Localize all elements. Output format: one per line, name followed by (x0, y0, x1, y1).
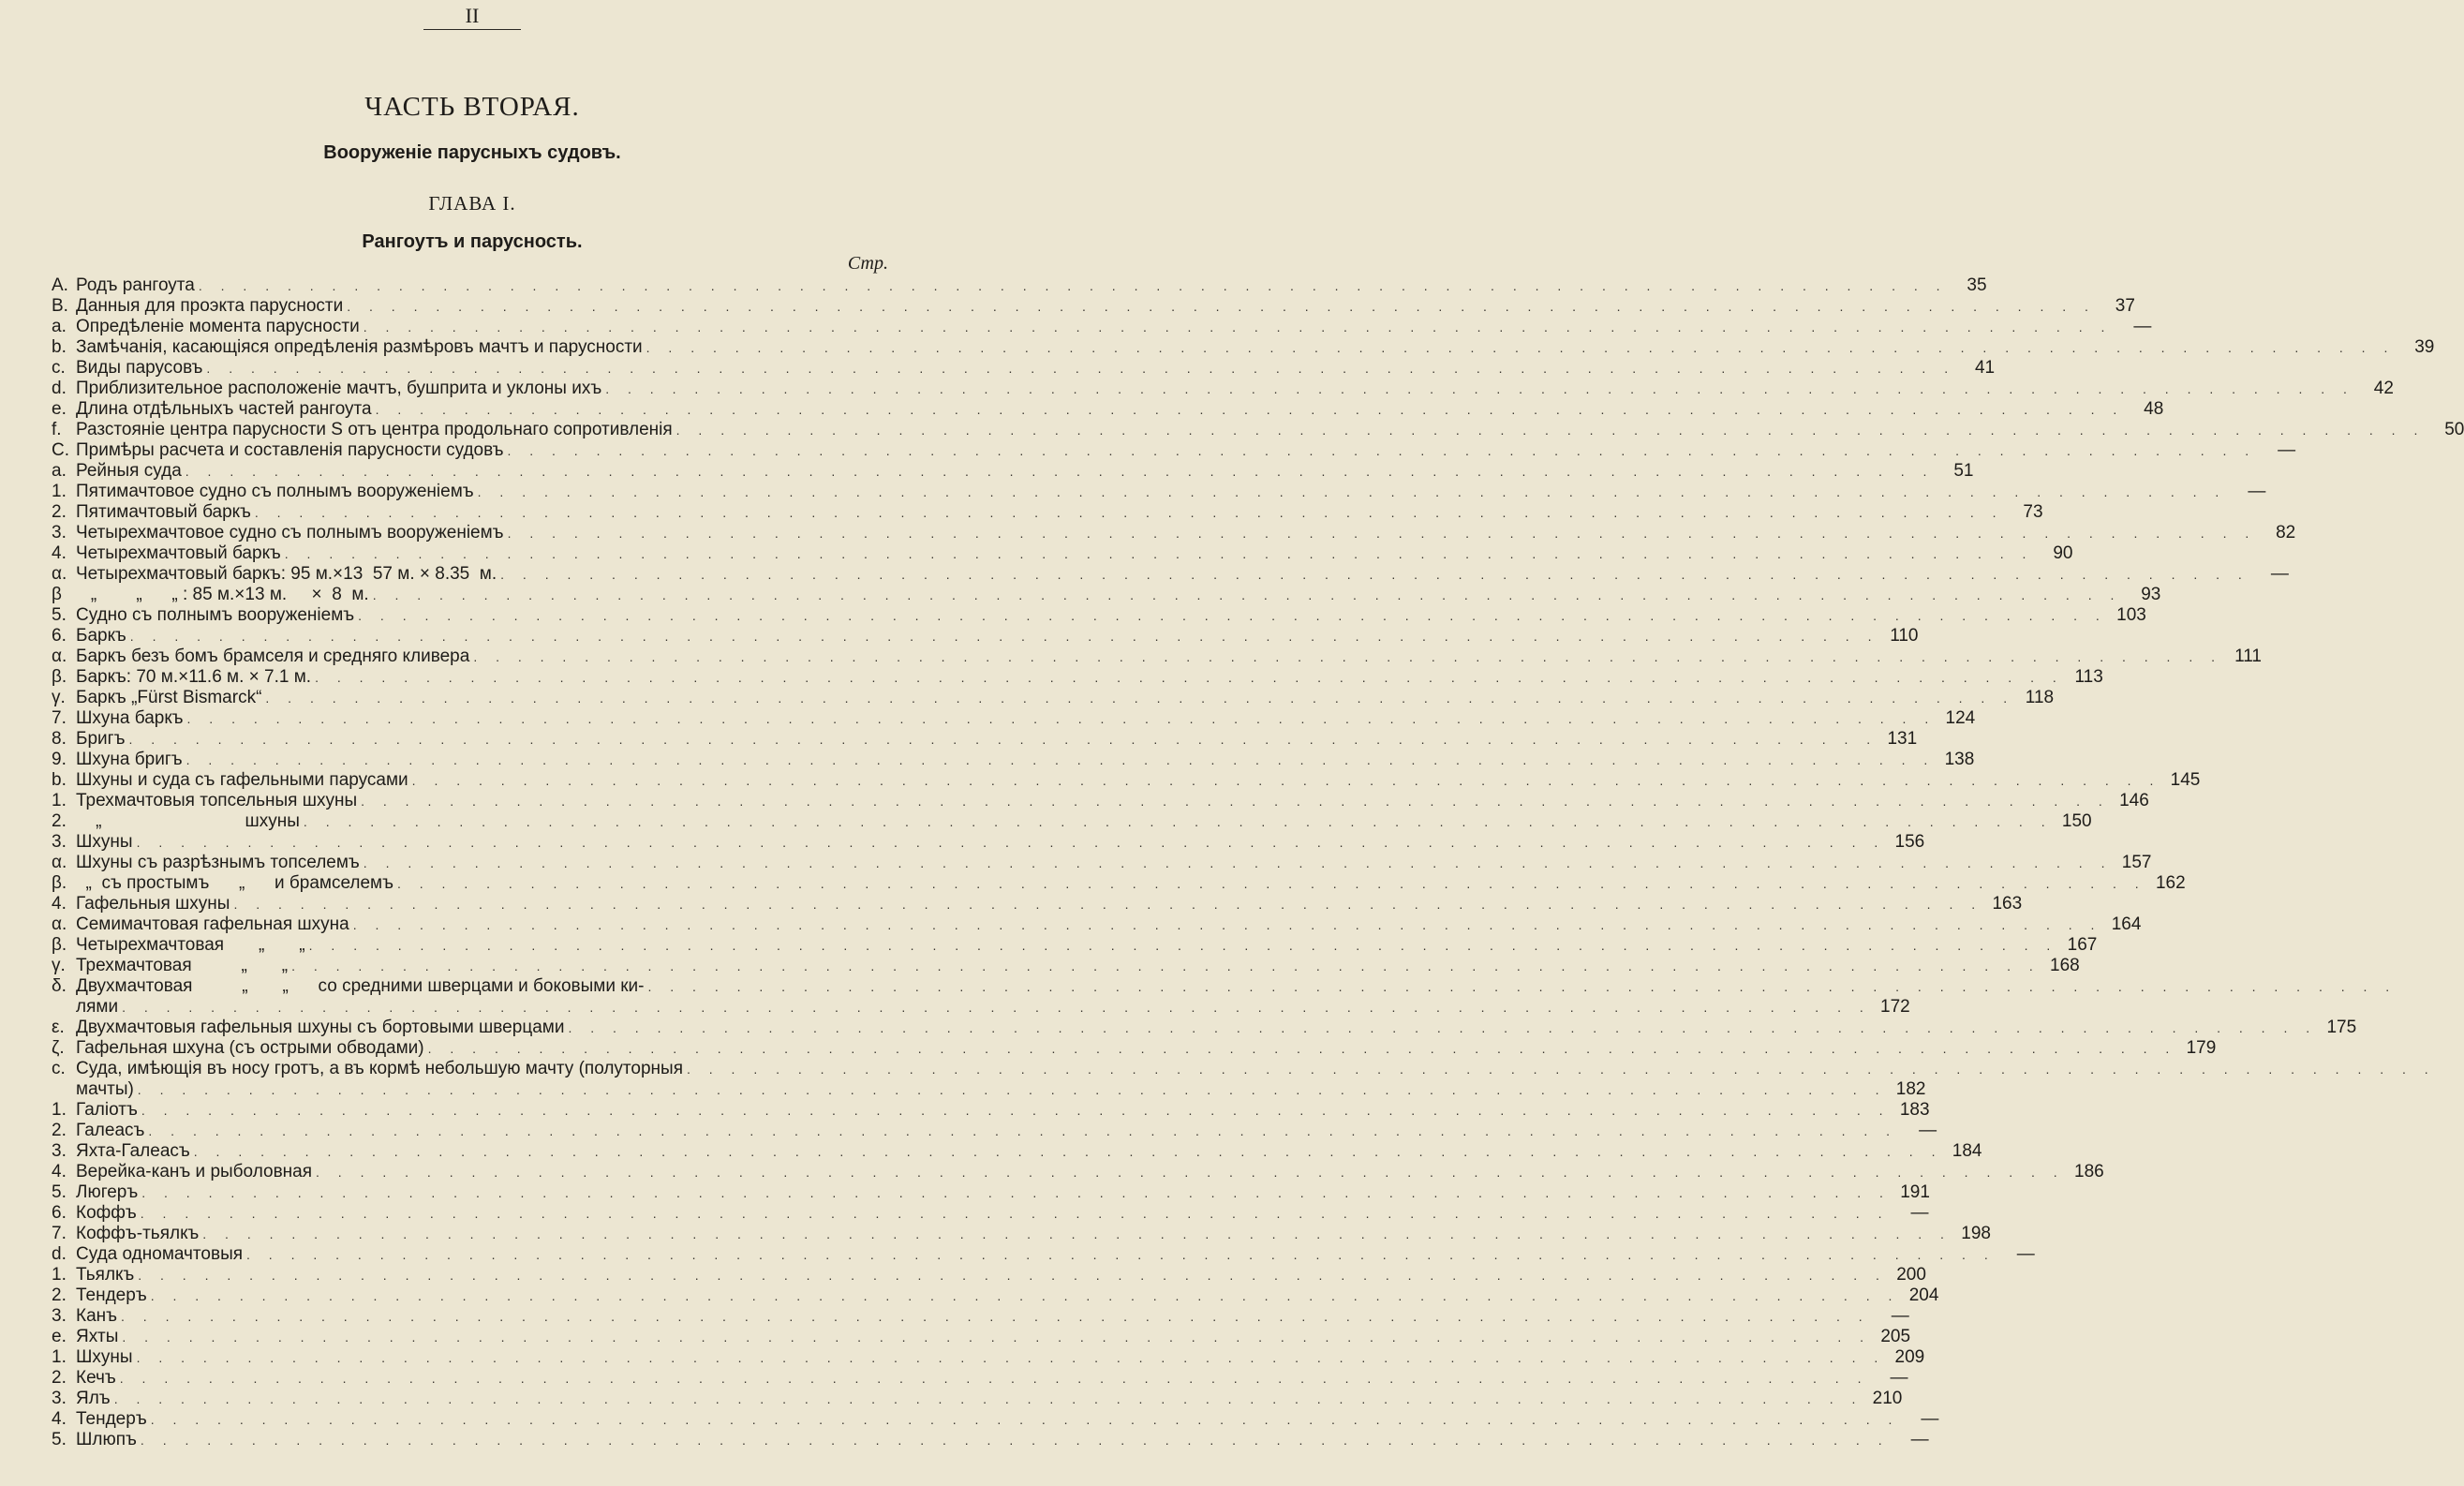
toc-entry (52, 853, 2152, 873)
toc-entry-title: Виды парусовъ (76, 358, 203, 378)
toc-entry-title: Шхуна баркъ (76, 708, 184, 728)
toc-entry-title: Гафельныя шхуны (76, 894, 230, 914)
toc-entry-page: 150 (2061, 811, 2092, 831)
toc-entry-marker: 7. (52, 1224, 67, 1243)
toc-entry-marker: 3. (52, 1389, 67, 1408)
toc-entry-marker: 5. (52, 1182, 67, 1202)
dot-leader: . . . . . . . . . . . . . . . . . . . . . . . . . . . . . . . . . . . . . . . . . . . . . . . . . . . . . . . . . . . . . . . . . . . . . . . . . . . . . . . (137, 1082, 1887, 1097)
toc-entry (52, 1306, 1909, 1327)
toc-entry-title: Баркъ „Fürst Bismarck“ (76, 688, 262, 707)
toc-entry (52, 626, 1919, 646)
dot-leader: . . . . . . . . . . . . . . . . . . . . . . . . . . . . . . . . . . . . . . . . . . . . . . . . . . . . . . . . . . . . . . . . . . . . . . . . . . . . . . . (291, 958, 2041, 973)
toc-entry-title: Двухмачтовая „ „ со средними шверцами и боковыми ки- (76, 976, 645, 996)
toc-entry-marker: b. (52, 770, 67, 790)
toc-entry-page: 131 (1887, 729, 1918, 749)
subtitle: Вооруженіе парусныхъ судовъ. (323, 142, 621, 163)
dot-leader: . . . . . . . . . . . . . . . . . . . . . . . . . . . . . . . . . . . . . . . . . . . . . . . . . . . . . . . . . . . . . . . . . . . . . . . . . . . . . . . (138, 1268, 1887, 1283)
toc-entry-title: Суда, имѣющія въ носу гротъ, а въ кормѣ небольшую мачту (полуторныя (76, 1059, 683, 1078)
toc-entry-title: Люгеръ (76, 1182, 139, 1202)
toc-entry-page: 162 (2155, 873, 2186, 893)
toc-entry-title: Тендеръ (76, 1409, 147, 1429)
toc-entry (52, 523, 2296, 543)
toc-entry-title: Опредѣленіе момента парусности (76, 317, 360, 336)
toc-entry-title: Кечъ (76, 1368, 116, 1388)
dot-leader: . . . . . . . . . . . . . . . . . . . . . . . . . . . . . . . . . . . . . . . . . . . . . . . . . . . . . . . . . . . . . . . . . . . . . . . . . . . . . . . (308, 938, 2058, 953)
toc-entry-marker: 9. (52, 750, 67, 769)
toc-entry (52, 976, 2397, 997)
table-of-contents (52, 275, 2464, 1450)
toc-entry (52, 791, 2149, 811)
toc-entry (52, 894, 2023, 914)
toc-entry-marker: c. (52, 358, 66, 378)
toc-entry (52, 1224, 1991, 1244)
toc-entry-title: Суда одномачтовыя (76, 1244, 244, 1264)
toc-entry-marker: a. (52, 461, 67, 481)
toc-entry-page: — (1919, 1121, 1937, 1140)
dot-leader: . . . . . . . . . . . . . . . . . . . . . . . . . . . . . . . . . . . . . . . . . . . . . . . . . . . . . . . . . . . . . . . . . . . . . . . . . . . . . . . (647, 979, 2397, 994)
toc-entry-title: Родъ рангоута (76, 275, 195, 295)
toc-entry-marker: 6. (52, 626, 67, 646)
toc-entry-marker: β (52, 585, 62, 604)
toc-entry (52, 750, 1975, 770)
toc-entry (52, 770, 2201, 791)
toc-entry (52, 564, 2289, 585)
chapter-heading: ГЛАВА I. (428, 192, 516, 215)
toc-entry-title: Канъ (76, 1306, 118, 1326)
toc-entry-marker: 4. (52, 543, 67, 563)
toc-entry (52, 1182, 1930, 1203)
toc-entry (52, 1059, 2436, 1079)
dot-leader: . . . . . . . . . . . . . . . . . . . . . . . . . . . . . . . . . . . . . . . . . . . . . . . . . . . . . . . . . . . . . . . . . . . . . . . . . . . . . . . (202, 1226, 1952, 1241)
dot-leader: . . . . . . . . . . . . . . . . . . . . . . . . . . . . . . . . . . . . . . . . . . . . . . . . . . . . . . . . . . . . . . . . . . . . . . . . . . . . . . . (361, 794, 2110, 809)
toc-entry-marker: 4. (52, 894, 67, 914)
toc-entry-marker: e. (52, 1327, 67, 1346)
toc-entry-page: 37 (2115, 296, 2135, 316)
toc-entry-page: 124 (1945, 708, 1976, 728)
toc-entry (52, 461, 1974, 482)
toc-entry (52, 914, 2142, 935)
toc-entry-marker: 5. (52, 605, 67, 625)
toc-entry-title: Примѣры расчета и составленія парусности судовъ (76, 440, 504, 460)
toc-entry (52, 1368, 1908, 1389)
dot-leader: . . . . . . . . . . . . . . . . . . . . . . . . . . . . . . . . . . . . . . . . . . . . . . . . . . . . . . . . . . . . . . . . . . . . . . . . . . . . . . . (687, 1062, 2436, 1077)
toc-entry-marker: A. (52, 275, 68, 295)
toc-entry (52, 420, 2464, 440)
toc-entry (52, 296, 2135, 317)
toc-entry-marker: α. (52, 646, 67, 666)
dot-leader: . . . . . . . . . . . . . . . . . . . . . . . . . . . . . . . . . . . . . . . . . . . . . . . . . . . . . . . . . . . . . . . . . . . . . . . . . . . . . . . (363, 855, 2113, 870)
toc-entry (52, 832, 1925, 853)
toc-entry-page: 48 (2144, 399, 2164, 419)
toc-entry-marker: 2. (52, 502, 67, 522)
toc-entry-marker: β. (52, 667, 67, 687)
dot-leader: . . . . . . . . . . . . . . . . . . . . . . . . . . . . . . . . . . . . . . . . . . . . . . . . . . . . . . . . . . . . . . . . . . . . . . . . . . . . . . . (675, 423, 2426, 438)
toc-entry-page: — (2278, 440, 2296, 460)
toc-entry-title: Тьялкъ (76, 1265, 135, 1285)
toc-entry-title: Судно съ полнымъ вооруженіемъ (76, 605, 355, 625)
toc-entry-marker: 2. (52, 811, 67, 831)
toc-entry (52, 811, 2092, 832)
toc-entry-page: 113 (2074, 667, 2103, 687)
toc-entry-marker: 3. (52, 1141, 67, 1161)
toc-entry-title: Трехмачтовая „ „ (76, 956, 289, 975)
toc-entry-title: Двухмачтовыя гафельныя шхуны съ бортовыми шверцами (76, 1018, 565, 1037)
toc-entry-marker: 3. (52, 832, 67, 852)
toc-entry-title: Четырехмачтовое судно съ полнымъ вооруженіемъ (76, 523, 504, 542)
page-number: II (465, 4, 480, 27)
toc-entry-page: — (2016, 1244, 2035, 1264)
toc-entry (52, 1100, 1930, 1121)
toc-entry-page: — (1921, 1409, 1939, 1429)
dot-leader: . . . . . . . . . . . . . . . . . . . . . . . . . . . . . . . . . . . . . . . . . . . . . . . . . . . . . . . . . . . . . . . . . . . . . . . . . . . . . . . (254, 505, 2004, 520)
dot-leader: . . . . . . . . . . . . . . . . . . . . . . . . . . . . . . . . . . . . . . . . . . . . . . . . . . . . . . . . . . . . . . . . . . . . . . . . . . . . . . . (363, 319, 2113, 334)
toc-entry-title: Яхта-Галеасъ (76, 1141, 190, 1161)
toc-entry-marker: ε. (52, 1018, 65, 1037)
dot-leader: . . . . . . . . . . . . . . . . . . . . . . . . . . . . . . . . . . . . . . . . . . . . . . . . . . . . . . . . . . . . . . . . . . . . . . . . . . . . . . . (193, 1144, 1943, 1159)
toc-entry (52, 1121, 1937, 1141)
toc-entry (52, 1244, 2035, 1265)
toc-entry-page: 204 (1908, 1285, 1939, 1305)
toc-entry-title: Коффъ (76, 1203, 137, 1223)
toc-entry-marker: 5. (52, 1430, 67, 1449)
dot-leader: . . . . . . . . . . . . . . . . . . . . . . . . . . . . . . . . . . . . . . . . . . . . . . . . . . . . . . . . . . . . . . . . . . . . . . . . . . . . . . . (122, 1000, 1871, 1015)
toc-entry (52, 605, 2146, 626)
dot-leader: . . . . . . . . . . . . . . . . . . . . . . . . . . . . . . . . . . . . . . . . . . . . . . . . . . . . . . . . . . . . . . . . . . . . . . . . . . . . . . . (206, 361, 1956, 376)
toc-entry-marker: 1. (52, 482, 67, 501)
part-title: ЧАСТЬ ВТОРАЯ. (364, 92, 580, 122)
toc-entry-title: Тендеръ (76, 1285, 147, 1305)
toc-entry-page: 163 (1992, 894, 2023, 914)
toc-entry-page: 167 (2067, 935, 2098, 955)
toc-entry-page: — (1890, 1368, 1908, 1388)
toc-entry-marker: 1. (52, 791, 67, 810)
dot-leader: . . . . . . . . . . . . . . . . . . . . . . . . . . . . . . . . . . . . . . . . . . . . . . . . . . . . . . . . . . . . . . . . . . . . . . . . . . . . . . . (427, 1041, 2177, 1056)
dot-leader: . . . . . . . . . . . . . . . . . . . . . . . . . . . . . . . . . . . . . . . . . . . . . . . . . . . . . . . . . . . . . . . . . . . . . . . . . . . . . . . (303, 814, 2053, 829)
dot-leader: . . . . . . . . . . . . . . . . . . . . . . . . . . . . . . . . . . . . . . . . . . . . . . . . . . . . . . . . . . . . . . . . . . . . . . . . . . . . . . . (119, 1371, 1869, 1386)
toc-entry-title: Ялъ (76, 1389, 111, 1408)
toc-entry-title: „ съ простымъ „ и брамселемъ (76, 873, 393, 893)
toc-entry-marker: 2. (52, 1121, 67, 1140)
dot-leader: . . . . . . . . . . . . . . . . . . . . . . . . . . . . . . . . . . . . . . . . . . . . . . . . . . . . . . . . . . . . . . . . . . . . . . . . . . . . . . . (358, 608, 2107, 623)
dot-leader: . . . . . . . . . . . . . . . . . . . . . . . . . . . . . . . . . . . . . . . . . . . . . . . . . . . . . . . . . . . . . . . . . . . . . . . . . . . . . . . (265, 691, 2015, 706)
toc-entry (52, 1327, 1911, 1347)
dot-leader: . . . . . . . . . . . . . . . . . . . . . . . . . . . . . . . . . . . . . . . . . . . . . . . . . . . . . . . . . . . . . . . . . . . . . . . . . . . . . . . (186, 711, 1937, 726)
toc-entry (52, 935, 2098, 956)
toc-entry (52, 482, 2266, 502)
dot-leader: . . . . . . . . . . . . . . . . . . . . . . . . . . . . . . . . . . . . . . . . . . . . . . . . . . . . . . . . . . . . . . . . . . . . . . . . . . . . . . . (129, 629, 1879, 644)
toc-entry (52, 708, 1976, 729)
toc-entry-page: 138 (1944, 750, 1975, 769)
toc-entry (52, 1265, 1926, 1285)
toc-entry-page: 146 (2119, 791, 2149, 810)
toc-entry-page: 184 (1952, 1141, 1982, 1161)
toc-entry-title: Приблизительное расположеніе мачтъ, бушприта и уклоны ихъ (76, 379, 602, 398)
toc-entry-title: Галеасъ (76, 1121, 145, 1140)
dot-leader: . . . . . . . . . . . . . . . . . . . . . . . . . . . . . . . . . . . . . . . . . . . . . . . . . . . . . . . . . . . . . . . . . . . . . . . . . . . . . . . (477, 484, 2227, 499)
toc-entry (52, 317, 2152, 337)
header-rule (423, 29, 521, 30)
dot-leader: . . . . . . . . . . . . . . . . . . . . . . . . . . . . . . . . . . . . . . . . . . . . . . . . . . . . . . . . . . . . . . . . . . . . . . . . . . . . . . . (316, 1165, 2065, 1180)
toc-entry-title: Разстояніе центра парусности S отъ центра продольнаго сопротивленія (76, 420, 673, 439)
toc-entry-title: Данныя для проэкта парусности (76, 296, 344, 316)
toc-entry-marker: C. (52, 440, 69, 460)
toc-entry-page: 156 (1894, 832, 1925, 852)
toc-entry-page: 205 (1880, 1327, 1911, 1346)
toc-entry (52, 667, 2103, 688)
toc-entry (52, 873, 2186, 894)
toc-entry-marker: α. (52, 914, 67, 934)
toc-entry-title: Баркъ безъ бомъ брамселя и средняго кливера (76, 646, 470, 666)
toc-entry (52, 646, 2262, 667)
toc-entry (52, 1079, 1926, 1100)
toc-entry-marker: α. (52, 564, 67, 584)
toc-entry-marker: α. (52, 853, 67, 872)
toc-entry (52, 1203, 1929, 1224)
toc-entry-page: — (2248, 482, 2266, 501)
toc-entry-title: Замѣчанія, касающіяся опредѣленія размѣровъ мачтъ и парусности (76, 337, 643, 357)
toc-entry-title: Баркъ (76, 626, 126, 646)
toc-entry-title: Шхуны съ разрѣзнымъ топселемъ (76, 853, 360, 872)
dot-leader: . . . . . . . . . . . . . . . . . . . . . . . . . . . . . . . . . . . . . . . . . . . . . . . . . . . . . . . . . . . . . . . . . . . . . . . . . . . . . . . (122, 1330, 1872, 1345)
toc-entry-page: — (1910, 1203, 1929, 1223)
toc-entry-marker: f. (52, 420, 62, 439)
toc-entry-title: „ шхуны (76, 811, 300, 831)
toc-entry-page: — (1910, 1430, 1929, 1449)
toc-entry-page: 39 (2414, 337, 2435, 357)
toc-entry-page: 73 (2023, 502, 2043, 522)
toc-entry (52, 1038, 2217, 1059)
toc-entry (52, 1347, 1925, 1368)
toc-entry-page: 209 (1894, 1347, 1925, 1367)
toc-entry-page: 186 (2074, 1162, 2104, 1181)
toc-entry-title: Бригъ (76, 729, 126, 749)
dot-leader: . . . . . . . . . . . . . . . . . . . . . . . . . . . . . . . . . . . . . . . . . . . . . . . . . . . . . . . . . . . . . . . . . . . . . . . . . . . . . . . (568, 1020, 2318, 1035)
toc-entry-title: Шлюпъ (76, 1430, 137, 1449)
toc-entry-page: 145 (2170, 770, 2201, 790)
toc-entry-page: 210 (1872, 1389, 1903, 1408)
toc-entry-page: 42 (2373, 379, 2394, 398)
toc-entry-page: 157 (2121, 853, 2152, 872)
toc-entry-title: мачты) (76, 1079, 134, 1099)
toc-entry (52, 997, 1910, 1018)
toc-entry-marker: β. (52, 935, 67, 955)
toc-entry (52, 275, 1987, 296)
toc-entry-marker: 8. (52, 729, 67, 749)
toc-entry (52, 337, 2435, 358)
toc-entry-page: 118 (2025, 688, 2055, 707)
toc-entry (52, 956, 2080, 976)
toc-entry (52, 543, 2073, 564)
toc-entry-page: 172 (1880, 997, 1910, 1017)
toc-entry-page: 164 (2111, 914, 2142, 934)
toc-entry-title: Яхты (76, 1327, 119, 1346)
toc-entry-page: 103 (2116, 605, 2146, 625)
toc-entry-marker: 7. (52, 708, 67, 728)
toc-entry-title: Четырехмачтовый баркъ (76, 543, 281, 563)
toc-entry-page: 110 (1890, 626, 1919, 646)
toc-entry-title: Трехмачтовыя топсельныя шхуны (76, 791, 358, 810)
dot-leader: . . . . . . . . . . . . . . . . . . . . . . . . . . . . . . . . . . . . . . . . . . . . . . . . . . . . . . . . . . . . . . . . . . . . . . . . . . . . . . . (136, 1350, 1886, 1365)
toc-entry-title: Гафельная шхуна (съ острыми обводами) (76, 1038, 424, 1058)
toc-entry-page: 183 (1899, 1100, 1930, 1120)
toc-entry-title: Семимачтовая гафельная шхуна (76, 914, 349, 934)
toc-entry-page: 198 (1961, 1224, 1991, 1243)
toc-entry-marker: 1. (52, 1100, 67, 1120)
dot-leader: . . . . . . . . . . . . . . . . . . . . . . . . . . . . . . . . . . . . . . . . . . . . . . . . . . . . . . . . . . . . . . . . . . . . . . . . . . . . . . . (233, 897, 1983, 912)
toc-entry-page: 51 (1953, 461, 1974, 481)
dot-leader: . . . . . . . . . . . . . . . . . . . . . . . . . . . . . . . . . . . . . . . . . . . . . . . . . . . . . . . . . . . . . . . . . . . . . . . . . . . . . . . (198, 278, 1948, 293)
toc-entry-title: Рейныя суда (76, 461, 182, 481)
toc-entry (52, 502, 2043, 523)
toc-entry (52, 1162, 2104, 1182)
toc-entry (52, 1430, 1929, 1450)
toc-entry (52, 1409, 1939, 1430)
dot-leader: . . . . . . . . . . . . . . . . . . . . . . . . . . . . . . . . . . . . . . . . . . . . . . . . . . . . . . . . . . . . . . . . . . . . . . . . . . . . . . . (186, 752, 1936, 767)
toc-entry-marker: d. (52, 379, 67, 398)
toc-entry (52, 1141, 1982, 1162)
toc-entry (52, 399, 2164, 420)
toc-entry-marker: c. (52, 1059, 66, 1078)
toc-entry-title: Шхуны (76, 832, 133, 852)
toc-entry-marker: 3. (52, 523, 67, 542)
dot-leader: . . . . . . . . . . . . . . . . . . . . . . . . . . . . . . . . . . . . . . . . . . . . . . . . . . . . . . . . . . . . . . . . . . . . . . . . . . . . . . . (148, 1123, 1898, 1138)
dot-leader: . . . . . . . . . . . . . . . . . . . . . . . . . . . . . . . . . . . . . . . . . . . . . . . . . . . . . . . . . . . . . . . . . . . . . . . . . . . . . . . (185, 464, 1935, 479)
toc-entry-marker: 6. (52, 1203, 67, 1223)
dot-leader: . . . . . . . . . . . . . . . . . . . . . . . . . . . . . . . . . . . . . . . . . . . . . . . . . . . . . . . . . . . . . . . . . . . . . . . . . . . . . . . (397, 876, 2146, 891)
dot-leader: . . . . . . . . . . . . . . . . . . . . . . . . . . . . . . . . . . . . . . . . . . . . . . . . . . . . . . . . . . . . . . . . . . . . . . . . . . . . . . . (375, 402, 2125, 417)
dot-leader: . . . . . . . . . . . . . . . . . . . . . . . . . . . . . . . . . . . . . . . . . . . . . . . . . . . . . . . . . . . . . . . . . . . . . . . . . . . . . . . (500, 567, 2249, 582)
dot-leader: . . . . . . . . . . . . . . . . . . . . . . . . . . . . . . . . . . . . . . . . . . . . . . . . . . . . . . . . . . . . . . . . . . . . . . . . . . . . . . . (372, 587, 2122, 602)
toc-entry-page: 90 (2053, 543, 2073, 563)
toc-entry-marker: 3. (52, 1306, 67, 1326)
toc-entry-page: 35 (1967, 275, 1987, 295)
dot-leader: . . . . . . . . . . . . . . . . . . . . . . . . . . . . . . . . . . . . . . . . . . . . . . . . . . . . . . . . . . . . . . . . . . . . . . . . . . . . . . . (352, 917, 2102, 932)
toc-entry-title: Баркъ: 70 м.×11.6 м. × 7.1 м. (76, 667, 312, 687)
dot-leader: . . . . . . . . . . . . . . . . . . . . . . . . . . . . . . . . . . . . . . . . . . . . . . . . . . . . . . . . . . . . . . . . . . . . . . . . . . . . . . . (136, 835, 1886, 850)
toc-entry-title: Коффъ-тьялкъ (76, 1224, 200, 1243)
page-column-label: Стр. (847, 253, 888, 274)
toc-entry-title: Верейка-канъ и рыболовная (76, 1162, 313, 1181)
chapter-title: Рангоутъ и парусность. (362, 231, 583, 252)
toc-entry-marker: e. (52, 399, 67, 419)
toc-entry-page: — (1891, 1306, 1909, 1326)
dot-leader: . . . . . . . . . . . . . . . . . . . . . . . . . . . . . . . . . . . . . . . . . . . . . . . . . . . . . . . . . . . . . . . . . . . . . . . . . . . . . . . (347, 299, 2096, 314)
toc-entry-title: Пятимачтовый баркъ (76, 502, 251, 522)
dot-leader: . . . . . . . . . . . . . . . . . . . . . . . . . . . . . . . . . . . . . . . . . . . . . . . . . . . . . . . . . . . . . . . . . . . . . . . . . . . . . . . (605, 381, 2354, 396)
toc-entry-page: 175 (2326, 1018, 2357, 1037)
dot-leader: . . . . . . . . . . . . . . . . . . . . . . . . . . . . . . . . . . . . . . . . . . . . . . . . . . . . . . . . . . . . . . . . . . . . . . . . . . . . . . . (140, 1206, 1890, 1221)
toc-entry-marker: δ. (52, 976, 67, 996)
toc-entry-title: Галіотъ (76, 1100, 138, 1120)
toc-entry-marker: γ. (52, 688, 66, 707)
toc-entry (52, 729, 1918, 750)
dot-leader: . . . . . . . . . . . . . . . . . . . . . . . . . . . . . . . . . . . . . . . . . . . . . . . . . . . . . . . . . . . . . . . . . . . . . . . . . . . . . . . (150, 1288, 1900, 1303)
toc-entry-title: Шхуна бригъ (76, 750, 183, 769)
toc-entry-marker: a. (52, 317, 67, 336)
toc-entry-title: „ „ „ : 85 м.×13 м. × 8 м. (76, 585, 369, 604)
dot-leader: . . . . . . . . . . . . . . . . . . . . . . . . . . . . . . . . . . . . . . . . . . . . . . . . . . . . . . . . . . . . . . . . . . . . . . . . . . . . . . . (140, 1433, 1890, 1448)
toc-entry (52, 358, 1996, 379)
dot-leader: . . . . . . . . . . . . . . . . . . . . . . . . . . . . . . . . . . . . . . . . . . . . . . . . . . . . . . . . . . . . . . . . . . . . . . . . . . . . . . . (507, 443, 2257, 458)
toc-entry-page: — (2133, 317, 2152, 336)
toc-entry-marker: 1. (52, 1265, 67, 1285)
dot-leader: . . . . . . . . . . . . . . . . . . . . . . . . . . . . . . . . . . . . . . . . . . . . . . . . . . . . . . . . . . . . . . . . . . . . . . . . . . . . . . . (113, 1391, 1863, 1406)
dot-leader: . . . . . . . . . . . . . . . . . . . . . . . . . . . . . . . . . . . . . . . . . . . . . . . . . . . . . . . . . . . . . . . . . . . . . . . . . . . . . . . (141, 1103, 1891, 1118)
toc-entry-page: 182 (1895, 1079, 1926, 1099)
toc-entry (52, 688, 2055, 708)
dot-leader: . . . . . . . . . . . . . . . . . . . . . . . . . . . . . . . . . . . . . . . . . . . . . . . . . . . . . . . . . . . . . . . . . . . . . . . . . . . . . . . (315, 670, 2064, 685)
toc-entry (52, 379, 2394, 399)
dot-leader: . . . . . . . . . . . . . . . . . . . . . . . . . . . . . . . . . . . . . . . . . . . . . . . . . . . . . . . . . . . . . . . . . . . . . . . . . . . . . . . (507, 526, 2257, 541)
toc-entry-title: Четырехмачтовая „ „ (76, 935, 305, 955)
toc-entry (52, 1389, 1903, 1409)
toc-entry-title: Четырехмачтовый баркъ: 95 м.×13 57 м. × 8.35 м. (76, 564, 497, 584)
dot-leader: . . . . . . . . . . . . . . . . . . . . . . . . . . . . . . . . . . . . . . . . . . . . . . . . . . . . . . . . . . . . . . . . . . . . . . . . . . . . . . . (121, 1309, 1870, 1324)
dot-leader: . . . . . . . . . . . . . . . . . . . . . . . . . . . . . . . . . . . . . . . . . . . . . . . . . . . . . . . . . . . . . . . . . . . . . . . . . . . . . . . (473, 649, 2222, 664)
toc-entry-marker: ζ. (52, 1038, 65, 1058)
toc-entry-page: 168 (2050, 956, 2080, 975)
toc-entry-marker: d. (52, 1244, 67, 1264)
toc-entry-title: Шхуны (76, 1347, 133, 1367)
toc-entry-title: Шхуны и суда съ гафельными парусами (76, 770, 408, 790)
toc-entry-marker: b. (52, 337, 67, 357)
toc-entry-title: Длина отдѣльныхъ частей рангоута (76, 399, 372, 419)
toc-entry-marker: 4. (52, 1409, 67, 1429)
toc-entry-marker: 1. (52, 1347, 67, 1367)
toc-entry-page: 82 (2276, 523, 2296, 542)
toc-entry-page: 41 (1974, 358, 1996, 378)
toc-entry-marker: β. (52, 873, 67, 893)
toc-entry-page: 93 (2141, 585, 2161, 604)
toc-entry-title: лями (76, 997, 119, 1017)
toc-entry (52, 440, 2296, 461)
toc-entry (52, 585, 2161, 605)
dot-leader: . . . . . . . . . . . . . . . . . . . . . . . . . . . . . . . . . . . . . . . . . . . . . . . . . . . . . . . . . . . . . . . . . . . . . . . . . . . . . . . (150, 1412, 1900, 1427)
toc-entry-page: 191 (1900, 1182, 1930, 1202)
toc-entry-marker: B. (52, 296, 68, 316)
toc-entry (52, 1285, 1939, 1306)
toc-entry-page: 179 (2186, 1038, 2217, 1058)
dot-leader: . . . . . . . . . . . . . . . . . . . . . . . . . . . . . . . . . . . . . . . . . . . . . . . . . . . . . . . . . . . . . . . . . . . . . . . . . . . . . . . (246, 1247, 1996, 1262)
toc-entry-title: Пятимачтовое судно съ полнымъ вооруженіемъ (76, 482, 474, 501)
dot-leader: . . . . . . . . . . . . . . . . . . . . . . . . . . . . . . . . . . . . . . . . . . . . . . . . . . . . . . . . . . . . . . . . . . . . . . . . . . . . . . . (141, 1185, 1891, 1200)
dot-leader: . . . . . . . . . . . . . . . . . . . . . . . . . . . . . . . . . . . . . . . . . . . . . . . . . . . . . . . . . . . . . . . . . . . . . . . . . . . . . . . (284, 546, 2034, 561)
toc-entry-page: 111 (2234, 646, 2262, 666)
toc-entry-marker: γ. (52, 956, 66, 975)
dot-leader: . . . . . . . . . . . . . . . . . . . . . . . . . . . . . . . . . . . . . . . . . . . . . . . . . . . . . . . . . . . . . . . . . . . . . . . . . . . . . . . (646, 340, 2396, 355)
toc-entry-marker: 2. (52, 1368, 67, 1388)
toc-entry-page: 50 (2444, 420, 2464, 439)
toc-entry (52, 1018, 2357, 1038)
toc-entry-page: 200 (1896, 1265, 1926, 1285)
toc-entry-marker: 2. (52, 1285, 67, 1305)
dot-leader: . . . . . . . . . . . . . . . . . . . . . . . . . . . . . . . . . . . . . . . . . . . . . . . . . . . . . . . . . . . . . . . . . . . . . . . . . . . . . . . (128, 732, 1878, 747)
toc-entry-marker: 4. (52, 1162, 67, 1181)
toc-entry-page: — (2270, 564, 2289, 584)
dot-leader: . . . . . . . . . . . . . . . . . . . . . . . . . . . . . . . . . . . . . . . . . . . . . . . . . . . . . . . . . . . . . . . . . . . . . . . . . . . . . . . (411, 773, 2161, 788)
